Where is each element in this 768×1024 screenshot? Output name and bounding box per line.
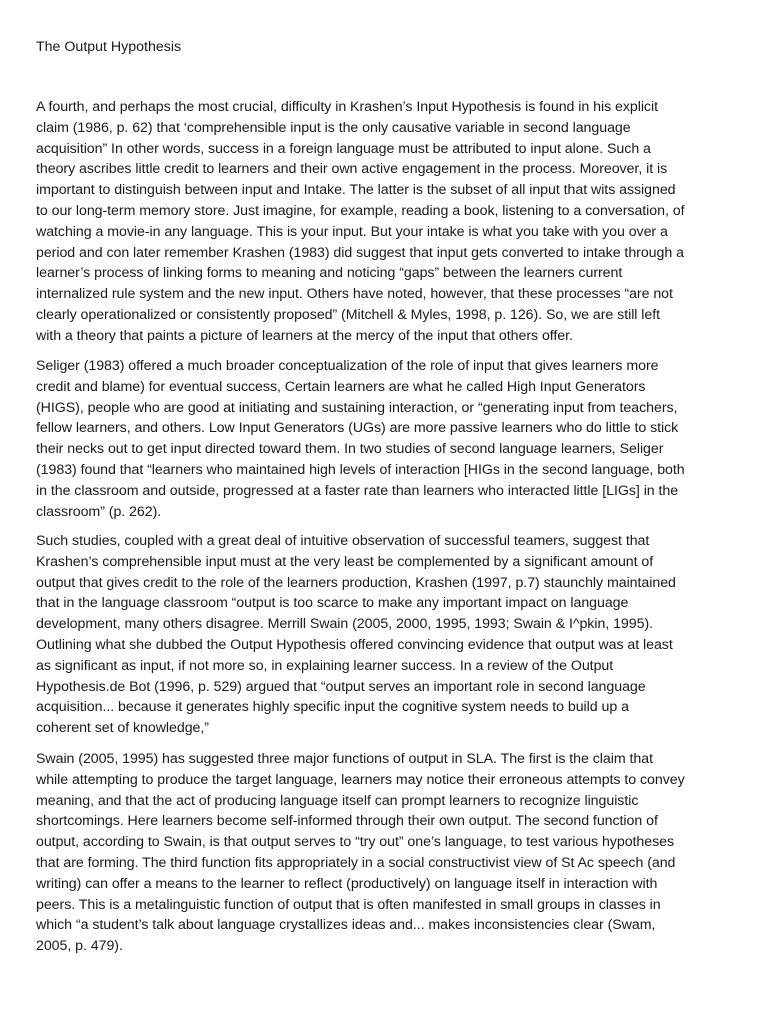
paragraph-line: Swain (2005, 1995) has suggested three major functions of output in SLA. The first is the claim that (36, 751, 653, 767)
paragraph-line: A fourth, and perhaps the most crucial, difficulty in Krashen’s Input Hypothesis is found in his explicit (36, 99, 658, 115)
paragraph-line: to our long-term memory store. Just imagine, for example, reading a book, listening to a conversation, of (36, 202, 685, 219)
paragraph-line: credit and blame) for eventual success, Certain learners are what he called High Input Generators (36, 378, 646, 395)
paragraph-line: while attempting to produce the target language, learners may notice their erroneous attempts to convey (36, 771, 685, 788)
paragraph-line: Seliger (1983) offered a much broader conceptualization of the role of input that gives learners more (36, 358, 659, 374)
paragraph-line: Such studies, coupled with a great deal of intuitive observation of successful teamers, suggest that (36, 533, 650, 549)
paragraph-line: internalized rule system and the new input. Others have noted, however, that these processes “are not (36, 286, 673, 303)
paragraph-line: coherent set of knowledge,” (36, 720, 209, 737)
paragraph-line: peers. This is a metalinguistic function of output that is often manifested in small groups in classes in (36, 896, 661, 913)
paragraph-1 (36, 97, 685, 347)
paragraph-line: (1983) found that “learners who maintained high levels of interaction [HIGs in the second language, both (36, 461, 685, 478)
paragraph-line: learner’s process of linking forms to meaning and noticing “gaps” between the learners current (36, 265, 623, 282)
paragraph-2 (36, 356, 685, 522)
paragraph-line: output that gives credit to the role of the learners production, Krashen (1997, p.7) staunchly maintained (36, 574, 676, 591)
paragraph-line: period and con later remember Krashen (1983) did suggest that input gets converted to intake through a (36, 244, 684, 261)
paragraph-line: meaning, and that the act of producing language itself can prompt learners to recognize linguistic (36, 792, 639, 809)
paragraph-line: important to distinguish between input and Intake. The latter is the subset of all input that wits assigned (36, 182, 676, 199)
paragraph-line: which “a student’s talk about language crystallizes ideas and... makes inconsistencies clear (Swam, (36, 917, 656, 934)
paragraph-line: Hypothesis.de Bot (1996, p. 529) argued that “output serves an important role in second language (36, 678, 646, 695)
paragraph-line: in the classroom and outside, progressed at a faster rate than learners who interacted little [LIGs] in the (36, 482, 679, 499)
paragraph-line: 2005, p. 479). (36, 938, 123, 955)
paragraph-line: Krashen’s comprehensible input must at the very least be complemented by a significant amount of (36, 553, 654, 570)
paragraph-3 (36, 531, 676, 739)
paragraph-line: as significant as input, if not more so, in explaining learner success. In a review of the Output (36, 657, 614, 674)
paragraph-line: output, according to Swain, is that output serves to “try out” one’s language, to test various hypotheses (36, 834, 675, 851)
paragraph-line: watching a movie-in any language. This is your input. But your intake is what you take with you over a (36, 223, 668, 240)
paragraph-line: writing) can offer a means to the learner to reflect (productively) on language itself in interaction with (36, 875, 658, 892)
paragraph-line: classroom” (p. 262). (36, 503, 162, 520)
paragraph-line: development, many others disagree. Merrill Swain (2005, 2000, 1995, 1993; Swain & I^pkin, 1995). (36, 616, 654, 633)
paragraph-line: theory ascribes little credit to learners and their own active engagement in the process. Moreover, it is (36, 161, 668, 178)
paragraph-line: that in the language classroom “output is too scarce to make any important impact on language (36, 595, 629, 612)
paragraph-line: (HIGS), people who are good at initiating and sustaining interaction, or “generating input from teachers, (36, 399, 678, 416)
paragraph-line: claim (1986, p. 62) that ‘comprehensible input is the only causative variable in second language (36, 119, 631, 136)
paragraph-line: that are forming. The third function fits appropriately in a social constructivist view of St Ac speech (and (36, 854, 676, 871)
paragraph-line: with a theory that paints a picture of learners at the mercy of the input that others offer. (36, 327, 573, 344)
paragraph-line: acquisition... because it generates highly specific input the cognitive system needs to build up a (36, 699, 629, 716)
paragraph-line: clearly operationalized or consistently proposed” (Mitchell & Myles, 1998, p. 126). So, we are still left (36, 306, 661, 323)
paragraph-line: acquisition” In other words, success in a foreign language must be attributed to input alone. Such a (36, 140, 651, 157)
paragraph-4 (36, 749, 685, 957)
paragraph-line: shortcomings. Here learners become self-informed through their own output. The second function of (36, 813, 658, 830)
paragraph-line: Outlining what she dubbed the Output Hypothesis offered convincing evidence that output was at least (36, 636, 673, 653)
paragraph-line: their necks out to get input directed toward them. In two studies of second language learners, Seliger (36, 441, 664, 458)
document-title: The Output Hypothesis (36, 39, 182, 55)
paragraph-line: fellow learners, and others. Low Input Generators (UGs) are more passive learners who do little to stick (36, 420, 679, 437)
